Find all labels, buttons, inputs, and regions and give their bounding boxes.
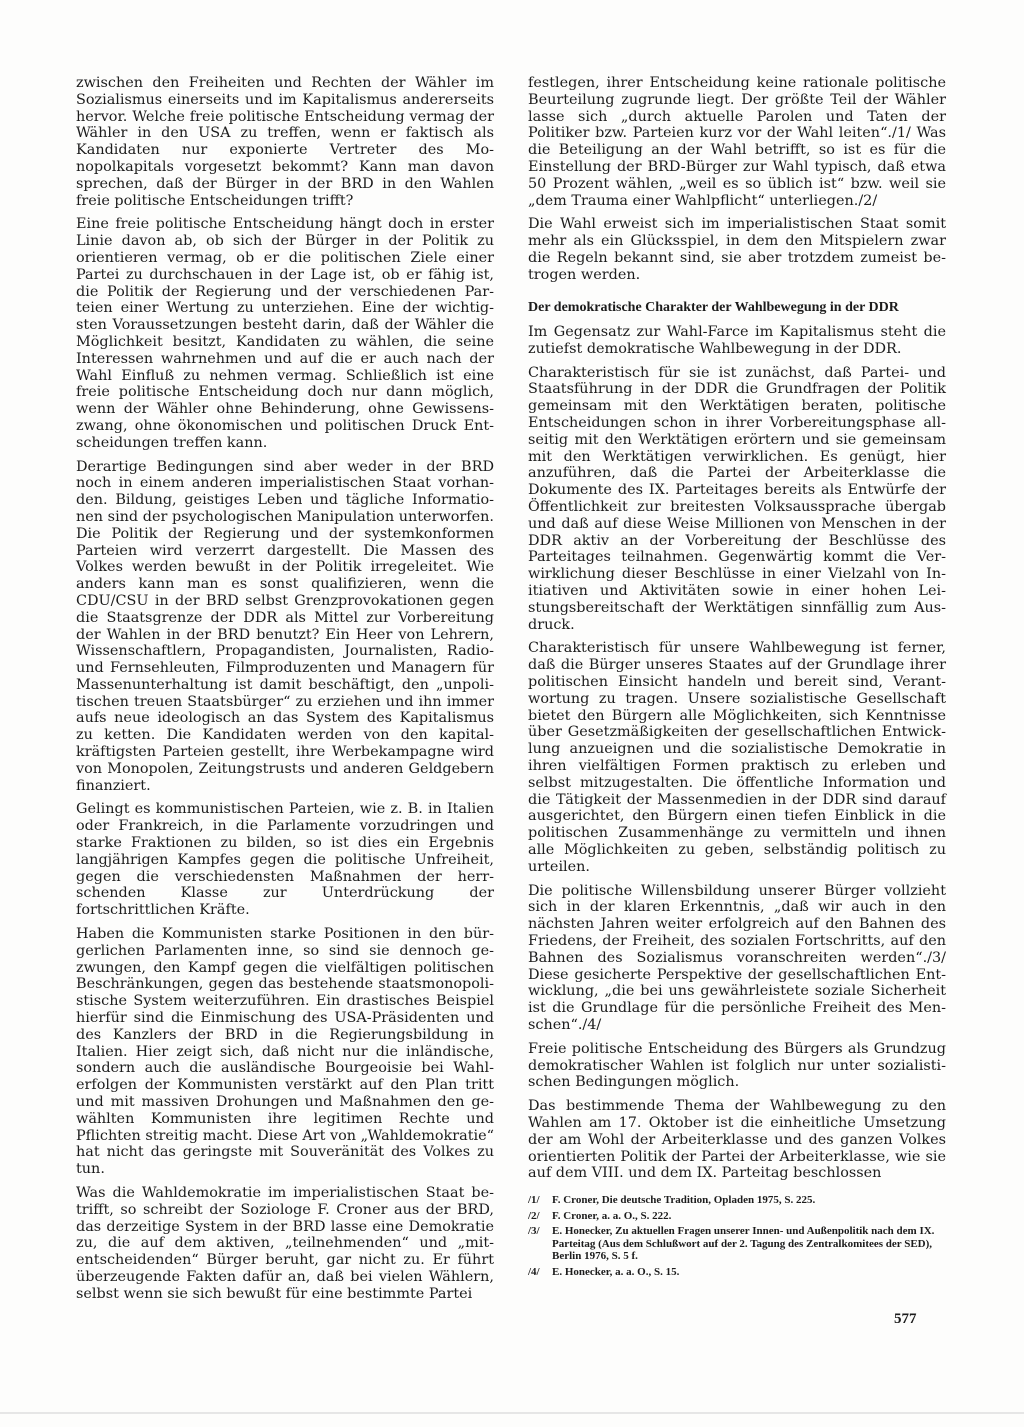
footnote bbox=[528, 1194, 946, 1207]
footnote-text: F. Croner, Die deutsche Tradition, Opladen 1975, S. 225. bbox=[552, 1194, 816, 1207]
body-paragraph: zwischen den Freiheiten und Rechten der Wähler im Sozialismus einerseits und im Kapitalismus andererseits hervor. Welche freie politische Entscheidung vermag der Wähler in den USA zu treffen, wenn er faktisch als Kandidaten nur exponierte Vertreter des Monopolkapitals vorgesetzt bekommt? Kann man davon sprechen, daß der Bürger in der BRD in den Wahlen freie politische Entscheidungen trifft? bbox=[76, 75, 494, 209]
body-paragraph: Eine freie politische Entscheidung hängt doch in erster Linie davon ab, ob sich der Bürger in der Politik zu orientieren vermag, ob er die politischen Ziele einer Partei zu durchschauen in der Lage ist, ob er fähig ist, die Politik der Regierung und der verschiedenen Parteien einer Wertung zu unterziehen. Eine der wichtigsten Voraussetzungen besteht darin, daß der Wähler die Möglichkeit besitzt, Kandidaten zu wählen, die seine Interessen wahrnehmen und auf die er auch nach der Wahl Einfluß zu nehmen vermag. Schließlich ist eine freie politische Entscheidung doch nur dann möglich, wenn der Wähler ohne Behinderung, ohne Gewissenszwang, ohne ökonomischen und politischen Druck Entscheidungen treffen kann. bbox=[76, 216, 494, 451]
body-paragraph: Im Gegensatz zur Wahl-Farce im Kapitalismus steht die zutiefst demokratische Wahlbewegung in der DDR. bbox=[528, 324, 946, 357]
footnote-mark: /1/ bbox=[528, 1194, 540, 1207]
footnote bbox=[528, 1266, 946, 1279]
body-paragraph: Die politische Willensbildung unserer Bürger vollzieht sich in der klaren Erkenntnis, „daß wir auch in den nächsten Jahren weiter erfolgreich auf den Bahnen des Friedens, der Freiheit, des sozialen Fortschritts, auf den Bahnen des Sozialismus voranschreiten werden“./3/ Diese gesicherte Perspektive der gesellschaftlichen Entwicklung, „die bei uns gewährleistete soziale Sicherheit ist die Grundlage für die persönliche Freiheit des Menschen“./4/ bbox=[528, 882, 946, 1033]
footnote-mark: /2/ bbox=[528, 1209, 540, 1222]
footnote-mark: /3/ bbox=[528, 1225, 540, 1238]
body-paragraph: Gelingt es kommunistischen Parteien, wie z. B. in Italien oder Frankreich, in die Parlamente vorzudringen und starke Fraktionen zu bilden, so ist dies ein Ergebnis langjährigen Kampfes gegen die politische Unfreiheit, gegen die verschiedensten Maßnahmen der herrschenden Klasse zur Unterdrückung der fortschrittlichen Kräfte. bbox=[76, 801, 494, 919]
body-paragraph: Was die Wahldemokratie im imperialistischen Staat betrifft, so schreibt der Soziologe F. Croner aus der BRD, das derzeitige System in der BRD lasse eine Demokratie zu, die auf dem aktiven, „teilnehmenden“ und „mitentscheidenden“ Bürger beruht, gar nicht zu. Er führt überzeugende Fakten dafür an, daß bei vielen Wählern, selbst wenn sie sich bewußt für eine bestimmte Partei bbox=[76, 1185, 494, 1302]
body-paragraph: Derartige Bedingungen sind aber weder in der BRD noch in einem anderen imperialistischen Staat vorhanden. Bildung, geistiges Leben und tägliche Informationen sind der psychologischen Manipulation unterworfen. Die Politik der Regierung und der systemkonformen Parteien wird verzerrt dargestellt. Die Massen des Volkes werden bewußt in der Politik irregeleitet. Wie anders kann man es sonst qualifizieren, wenn die CDU/CSU in der BRD selbst Grenzprovokationen gegen die Staatsgrenze der DDR als Mittel zur Vorbereitung der Wahlen in der BRD benutzt? Ein Heer von Lehrern, Wissenschaftlern, Propagandisten, Journalisten, Radio- und Fernsehleuten, Filmproduzenten und Managern für Massenunterhaltung ist damit beschäftigt, den „unpolitischen treuen Staatsbürger“ zu erziehen und ihn immer aufs neue ideologisch an das System des Kapitalismus zu ketten. Die Kandidaten werden von den kapitalkräftigsten Parteien gestellt, ihre Werbekampagne wird von Monopolen, Zeitungstrusts und anderen Geldgebern finanziert. bbox=[76, 458, 494, 794]
footnote-mark: /4/ bbox=[528, 1266, 540, 1279]
left-column bbox=[76, 75, 494, 1310]
footnote bbox=[528, 1225, 946, 1263]
section-heading: Der demokratische Charakter der Wahlbewegung in der DDR bbox=[528, 299, 899, 315]
body-paragraph: Charakteristisch für unsere Wahlbewegung ist ferner, daß die Bürger unseres Staates auf der Grundlage ihrer politischen Einsicht handeln und bereit sind, Verantwortung zu tragen. Unsere sozialistische Gesellschaft bietet den Bürgern alle Möglichkeiten, sich Kenntnisse über Gesetzmäßigkeiten der gesellschaftlichen Entwicklung anzueignen und die sozialistische Demokratie in ihren vielfältigen Formen praktisch zu erleben und selbst mitzugestalten. Die öffentliche Information und die Tätigkeit der Massenmedien in der DDR sind darauf ausgerichtet, den Bürgern einen tiefen Einblick in die politischen Zusammenhänge zu vermitteln und ihnen alle Möglichkeiten zu geben, selbständig politisch zu urteilen. bbox=[528, 640, 946, 875]
footnote bbox=[528, 1210, 946, 1223]
footnotes bbox=[528, 1194, 946, 1279]
page-number: 577 bbox=[894, 1311, 917, 1327]
right-column bbox=[528, 75, 946, 1282]
footnote-text: E. Honecker, Zu aktuellen Fragen unserer Innen- und Außenpolitik nach dem IX. Parteitag (Aus dem Schlußwort auf der 2. Tagung des Zentralkomitees der SED), Berlin 1976, S. 5 f. bbox=[552, 1225, 935, 1263]
scan-edge-line bbox=[0, 1412, 1024, 1414]
body-paragraph: Haben die Kommunisten starke Positionen in den bürgerlichen Parlamenten inne, so sind sie dennoch gezwungen, den Kampf gegen die vielfältigen politischen Beschränkungen, gegen das bestehende staatsmonopolistische System weiterzuführen. Ein drastisches Beispiel hierfür sind die Einmischung des USA-Präsidenten und des Kanzlers der BRD in die Regierungsbildung in Italien. Hier zeigt sich, daß nicht nur die inländische, sondern auch die ausländische Bourgeoisie bei Wahlerfolgen der Kommunisten verstärkt auf den Plan tritt und mit massiven Drohungen und Maßnahmen den gewählten Kommunisten ihre legitimen Rechte und Pflichten streitig macht. Diese Art von „Wahldemokratie“ hat nicht das geringste mit Souveränität des Volkes zu tun. bbox=[76, 926, 494, 1178]
body-paragraph: Das bestimmende Thema der Wahlbewegung zu den Wahlen am 17. Oktober ist die einheitliche Umsetzung der am Wohl der Arbeiterklasse und des ganzen Volkes orientierten Politik der Partei der Arbeiterklasse, wie sie auf dem VIII. und dem IX. Parteitag beschlossen bbox=[528, 1098, 946, 1182]
body-paragraph: Freie politische Entscheidung des Bürgers als Grundzug demokratischer Wahlen ist folglich nur unter sozialistischen Bedingungen möglich. bbox=[528, 1040, 946, 1091]
footnote-text: F. Croner, a. a. O., S. 222. bbox=[552, 1209, 672, 1222]
body-paragraph: Charakteristisch für sie ist zunächst, daß Partei- und Staatsführung in der DDR die Grundfragen der Politik gemeinsam mit den Werktätigen beraten, politische Entscheidungen schon in ihrer Vorbereitungsphase allseitig mit den Werktätigen erörtern und sie gemeinsam mit den Werktätigen verwirklichen. Es genügt, hier anzuführen, daß die Partei der Arbeiterklasse die Dokumente des IX. Parteitages bereits als Entwürfe der Öffentlichkeit zur breitesten Volksaussprache übergab und daß auf diese Weise Millionen von Menschen in der DDR aktiv an der Vorbereitung der Beschlüsse des Parteitages teilnahmen. Gegenwärtig kommt die Verwirklichung dieser Beschlüsse in einer Vielzahl von Initiativen und Aktivitäten sowie in einer hohen Leistungsbereitschaft der Werktätigen sinnfällig zum Ausdruck. bbox=[528, 364, 946, 633]
footnote-text: E. Honecker, a. a. O., S. 15. bbox=[552, 1266, 680, 1279]
body-paragraph: Die Wahl erweist sich im imperialistischen Staat somit mehr als ein Glücksspiel, in dem den Mitspielern zwar die Regeln bekannt sind, sie aber trotzdem zumeist betrogen werden. bbox=[528, 216, 946, 283]
body-paragraph: festlegen, ihrer Entscheidung keine rationale politische Beurteilung zugrunde liegt. Der größte Teil der Wähler lasse sich „durch aktuelle Parolen und Taten der Politiker bzw. Parteien kurz vor der Wahl leiten“./1/ Was die Beteiligung an der Wahl betrifft, so ist es für die Einstellung der BRD-Bürger zur Wahl typisch, daß etwa 50 Prozent wählen, „weil es so üblich ist“ bzw. weil sie „dem Trauma einer Wahlpflicht“ unterliegen./2/ bbox=[528, 75, 946, 209]
